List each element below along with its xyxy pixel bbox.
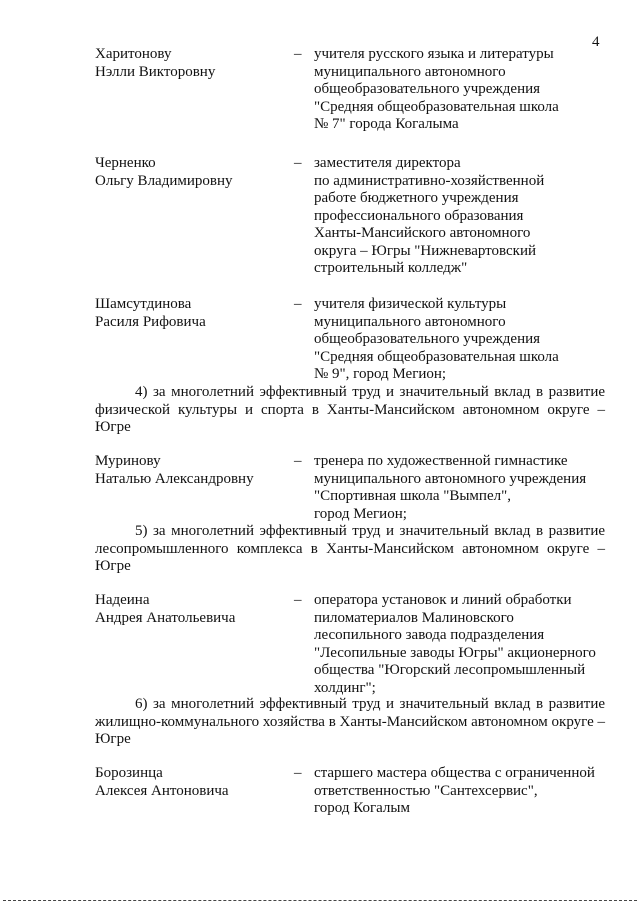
person-name [95,155,280,190]
role-line: "Спортивная школа "Вымпел", [314,488,511,504]
person-surname: Черненко [95,155,156,171]
role-line: старшего мастера общества с ограниченной [314,765,595,781]
person-role [314,765,614,818]
person-given-name: Расиля Рифовича [95,313,206,330]
section-line: 6) за многолетний эффективный труд и значительный вклад в развитие [135,696,605,712]
role-line: пиломатериалов Малиновского [314,609,514,626]
person-given-name: Нэлли Викторовну [95,63,216,80]
person-name [95,765,280,800]
dash-separator: – [294,296,302,312]
person-role [314,453,614,523]
person-name [95,46,280,81]
role-line: строительный колледж" [314,260,468,276]
role-line: общества "Югорский лесопромышленный [314,662,586,678]
role-line: учителя физической культуры [314,296,507,312]
role-line: № 9", город Мегион; [314,366,447,382]
role-line: оператора установок и линий обработки [314,592,572,608]
role-line: "Лесопильные заводы Югры" акционерного [314,644,596,661]
section-line: жилищно-коммунального хозяйства в Ханты-Мансийском автономном округе – [95,713,605,730]
section-line: лесопромышленного комплекса в Ханты-Мансийском автономном округе – [95,540,605,557]
role-line: "Средняя общеобразовательная школа [314,98,559,115]
role-line: заместителя директора [314,155,461,171]
role-line: по административно-хозяйственной [314,172,545,189]
person-given-name: Ольгу Владимировну [95,172,233,189]
person-name [95,592,280,627]
person-surname: Муринову [95,453,161,469]
dash-separator: – [294,592,302,608]
role-line: профессионального образования [314,207,524,224]
person-surname: Харитонову [95,46,172,62]
award-section-heading [95,696,605,749]
person-name [95,453,280,488]
dash-separator: – [294,46,302,62]
person-surname: Борозинца [95,765,163,781]
role-line: муниципального автономного [314,63,506,80]
person-role [314,46,614,134]
award-section-heading [95,384,605,437]
person-name [95,296,280,331]
role-line: ответственностью "Сантехсервис", [314,782,538,799]
person-role [314,155,614,278]
section-line: физической культуры и спорта в Ханты-Мансийском автономном округе – [95,401,605,418]
role-line: работе бюджетного учреждения [314,190,519,206]
section-line: 4) за многолетний эффективный труд и значительный вклад в развитие [135,384,605,400]
role-line: холдинг"; [314,679,376,696]
page-bottom-rule [3,900,637,901]
role-line: город Мегион; [314,505,407,522]
person-given-name: Алексея Антоновича [95,782,229,799]
role-line: лесопильного завода подразделения [314,627,545,643]
dash-separator: – [294,155,302,171]
person-given-name: Андрея Анатольевича [95,609,236,626]
person-given-name: Наталью Александровну [95,470,254,487]
role-line: муниципального автономного учреждения [314,470,587,487]
role-line: город Когалым [314,800,410,816]
dash-separator: – [294,453,302,469]
section-line: Югре [95,419,131,435]
role-line: № 7" города Когалыма [314,116,459,132]
person-role [314,296,614,384]
person-surname: Шамсутдинова [95,296,192,312]
section-line: 5) за многолетний эффективный труд и значительный вклад в развитие [135,523,605,539]
section-line: Югре [95,731,131,747]
role-line: "Средняя общеобразовательная школа [314,348,559,365]
role-line: тренера по художественной гимнастике [314,453,568,469]
page-number: 4 [592,34,600,50]
person-surname: Надеина [95,592,150,608]
role-line: общеобразовательного учреждения [314,81,541,97]
award-section-heading [95,523,605,576]
person-role [314,592,614,697]
section-line: Югре [95,558,131,574]
role-line: округа – Югры "Нижневартовский [314,242,537,259]
role-line: общеобразовательного учреждения [314,331,541,347]
role-line: Ханты-Мансийского автономного [314,225,531,241]
dash-separator: – [294,765,302,781]
role-line: муниципального автономного [314,313,506,330]
role-line: учителя русского языка и литературы [314,46,554,62]
